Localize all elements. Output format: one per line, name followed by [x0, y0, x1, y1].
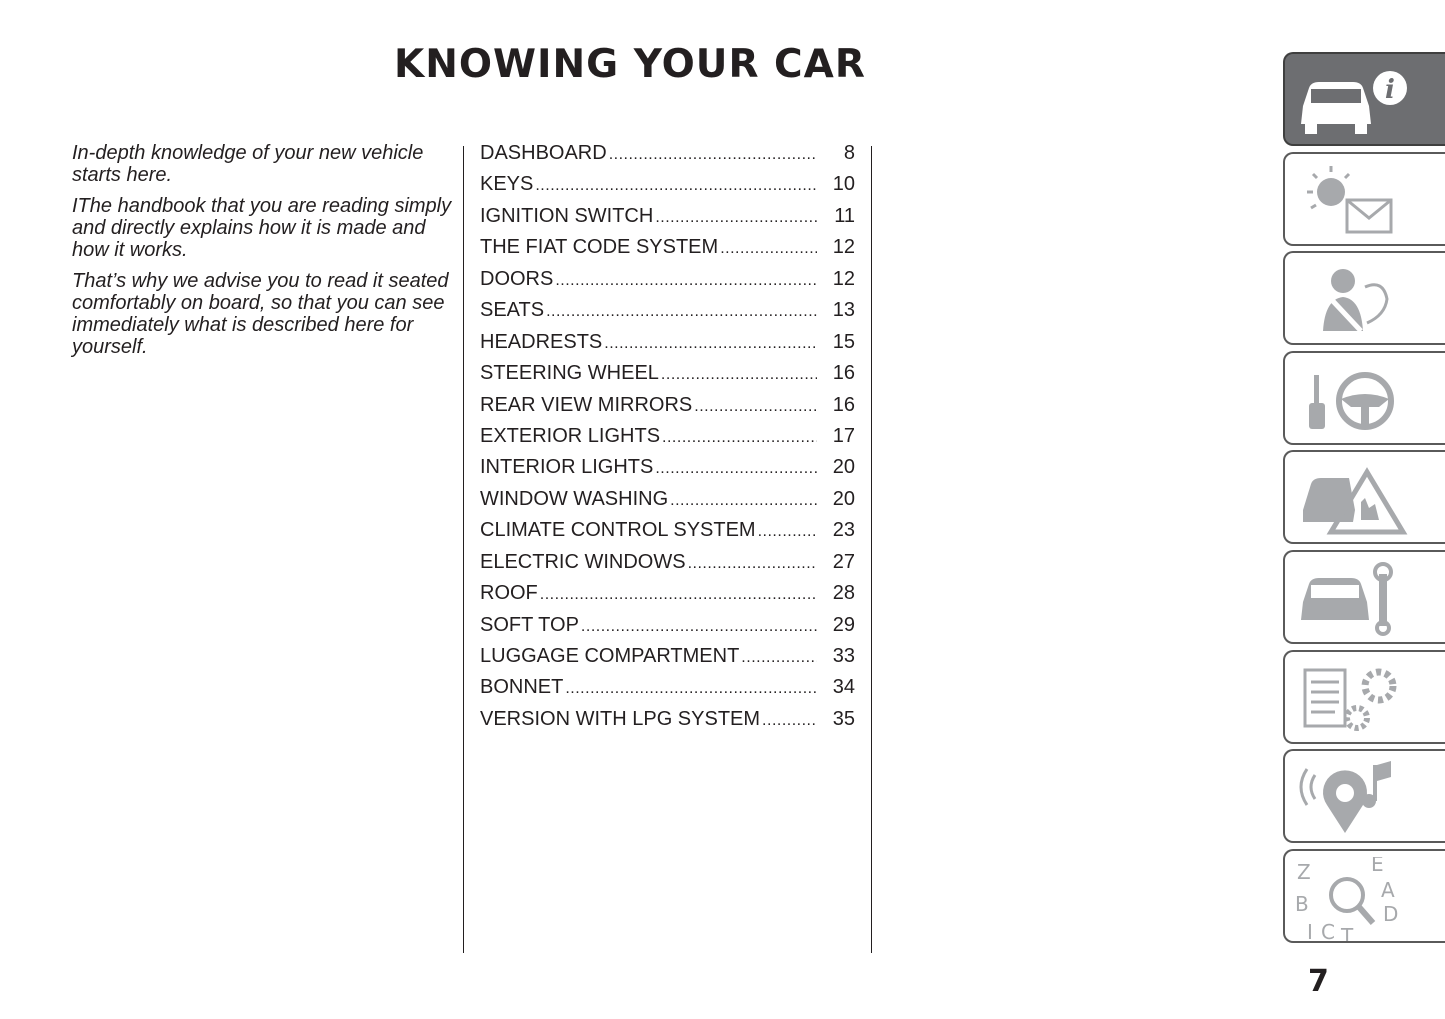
toc-entry-page: 12: [832, 267, 855, 290]
toc-entry-page: 20: [832, 456, 855, 479]
toc-entry-page: 11: [834, 204, 855, 227]
toc-leader-dots: [535, 172, 817, 199]
page-title: KNOWING YOUR CAR: [394, 42, 866, 87]
toc-entry-page: 15: [832, 330, 855, 353]
toc-entry-page: 16: [832, 393, 855, 416]
svg-text:I: I: [1307, 919, 1313, 944]
column-divider-left: [463, 146, 464, 953]
toc-leader-dots: [609, 141, 817, 168]
toc-entry-label: EXTERIOR LIGHTS: [480, 424, 661, 447]
column-divider-right: [871, 146, 872, 953]
toc-entry-label: HEADRESTS: [480, 330, 603, 353]
svg-text:E: E: [1371, 856, 1384, 876]
toc-entry-page: 33: [832, 645, 855, 667]
toc-entry[interactable]: [480, 706, 855, 737]
toc-entry-page: 29: [832, 613, 855, 636]
toc-entry-page: 10: [832, 173, 855, 196]
chapter-tab[interactable]: [1283, 849, 1445, 947]
svg-text:C: C: [1321, 919, 1335, 944]
toc-entry-page: 34: [832, 676, 855, 699]
toc-leader-dots: [720, 235, 817, 262]
chapter-tab[interactable]: [1283, 550, 1445, 644]
toc-leader-dots: [758, 518, 817, 545]
toc-entry[interactable]: [480, 454, 855, 485]
toc-entry[interactable]: [480, 140, 855, 171]
toc-entry[interactable]: [480, 674, 855, 705]
chapter-tab[interactable]: [1283, 152, 1445, 246]
toc-entry[interactable]: [480, 643, 855, 674]
toc-entry[interactable]: [480, 486, 855, 517]
toc-entry[interactable]: [480, 203, 855, 234]
svg-text:Z: Z: [1297, 859, 1311, 884]
toc-entry[interactable]: [480, 171, 855, 202]
toc-entry-label: VERSION WITH LPG SYSTEM: [480, 707, 761, 730]
svg-text:i: i: [1385, 75, 1395, 105]
toc-entry-label: REAR VIEW MIRRORS: [480, 393, 693, 416]
chapter-tab[interactable]: [1283, 52, 1445, 146]
toc-entry-label: THE FIAT CODE SYSTEM: [480, 236, 719, 259]
toc-entry-page: 28: [832, 582, 855, 605]
toc-entry-label: SEATS: [480, 299, 545, 322]
toc-entry[interactable]: [480, 297, 855, 328]
intro-text: [72, 142, 452, 367]
intro-paragraph: That’s why we advise you to read it seated comfortably on board, so that you can see immediately what is described here for yourself.: [72, 270, 449, 358]
toc-entry-label: DASHBOARD: [480, 142, 607, 164]
toc-entry-page: 20: [832, 487, 855, 510]
toc-leader-dots: [581, 613, 817, 640]
toc-entry-page: 13: [832, 299, 855, 322]
toc-entry-label: IGNITION SWITCH: [480, 204, 654, 227]
toc-entry-label: BONNET: [480, 676, 564, 699]
svg-text:D: D: [1383, 901, 1399, 926]
toc-entry[interactable]: [480, 392, 855, 423]
toc-entry-label: KEYS: [480, 173, 534, 196]
chapter-tab[interactable]: [1283, 351, 1445, 445]
toc-leader-dots: [604, 330, 817, 357]
toc-entry[interactable]: [480, 517, 855, 548]
toc-leader-dots: [555, 267, 817, 294]
chapter-tab[interactable]: [1283, 251, 1445, 345]
toc-leader-dots: [762, 707, 817, 734]
svg-text:B: B: [1295, 891, 1309, 916]
toc-entry-page: 17: [832, 424, 855, 447]
toc-entry[interactable]: [480, 234, 855, 265]
table-of-contents: [480, 140, 855, 737]
toc-leader-dots: [741, 644, 817, 671]
toc-leader-dots: [670, 487, 817, 514]
toc-leader-dots: [565, 675, 817, 702]
toc-entry-label: CLIMATE CONTROL SYSTEM: [480, 519, 756, 542]
toc-entry-page: 16: [832, 362, 855, 385]
intro-paragraph: In-depth knowledge of your new vehicle starts here.: [72, 142, 424, 186]
intro-paragraph: IThe handbook that you are reading simply and directly explains how it is made and how it works.: [72, 195, 452, 261]
svg-text:T: T: [1341, 923, 1354, 947]
toc-leader-dots: [688, 550, 817, 577]
toc-leader-dots: [655, 204, 817, 231]
toc-entry[interactable]: [480, 329, 855, 360]
toc-entry-label: LUGGAGE COMPARTMENT: [480, 645, 740, 667]
toc-entry[interactable]: [480, 580, 855, 611]
chapter-tab[interactable]: [1283, 450, 1445, 544]
toc-leader-dots: [540, 581, 817, 608]
toc-entry-label: SOFT TOP: [480, 613, 579, 636]
toc-entry-page: 8: [843, 142, 855, 164]
toc-entry[interactable]: [480, 266, 855, 297]
toc-entry[interactable]: [480, 612, 855, 643]
svg-text:A: A: [1381, 877, 1395, 902]
toc-leader-dots: [662, 424, 817, 451]
toc-leader-dots: [546, 298, 817, 325]
toc-entry-label: INTERIOR LIGHTS: [480, 456, 654, 479]
toc-entry-label: ELECTRIC WINDOWS: [480, 550, 686, 573]
toc-entry-label: ROOF: [480, 582, 538, 605]
toc-entry-page: 27: [832, 550, 855, 573]
toc-entry-page: 12: [832, 236, 855, 259]
toc-entry-page: 23: [832, 519, 855, 542]
toc-entry-label: DOORS: [480, 267, 554, 290]
toc-entry[interactable]: [480, 423, 855, 454]
toc-entry[interactable]: [480, 549, 855, 580]
toc-leader-dots: [661, 361, 817, 388]
toc-leader-dots: [694, 393, 817, 420]
toc-entry-label: WINDOW WASHING: [480, 487, 669, 510]
toc-entry-page: 35: [832, 707, 855, 730]
chapter-tab[interactable]: [1283, 749, 1445, 843]
toc-entry-label: STEERING WHEEL: [480, 362, 659, 385]
toc-leader-dots: [655, 455, 817, 482]
toc-entry[interactable]: [480, 360, 855, 391]
chapter-tab[interactable]: [1283, 650, 1445, 744]
page-number: 7: [1308, 964, 1329, 999]
